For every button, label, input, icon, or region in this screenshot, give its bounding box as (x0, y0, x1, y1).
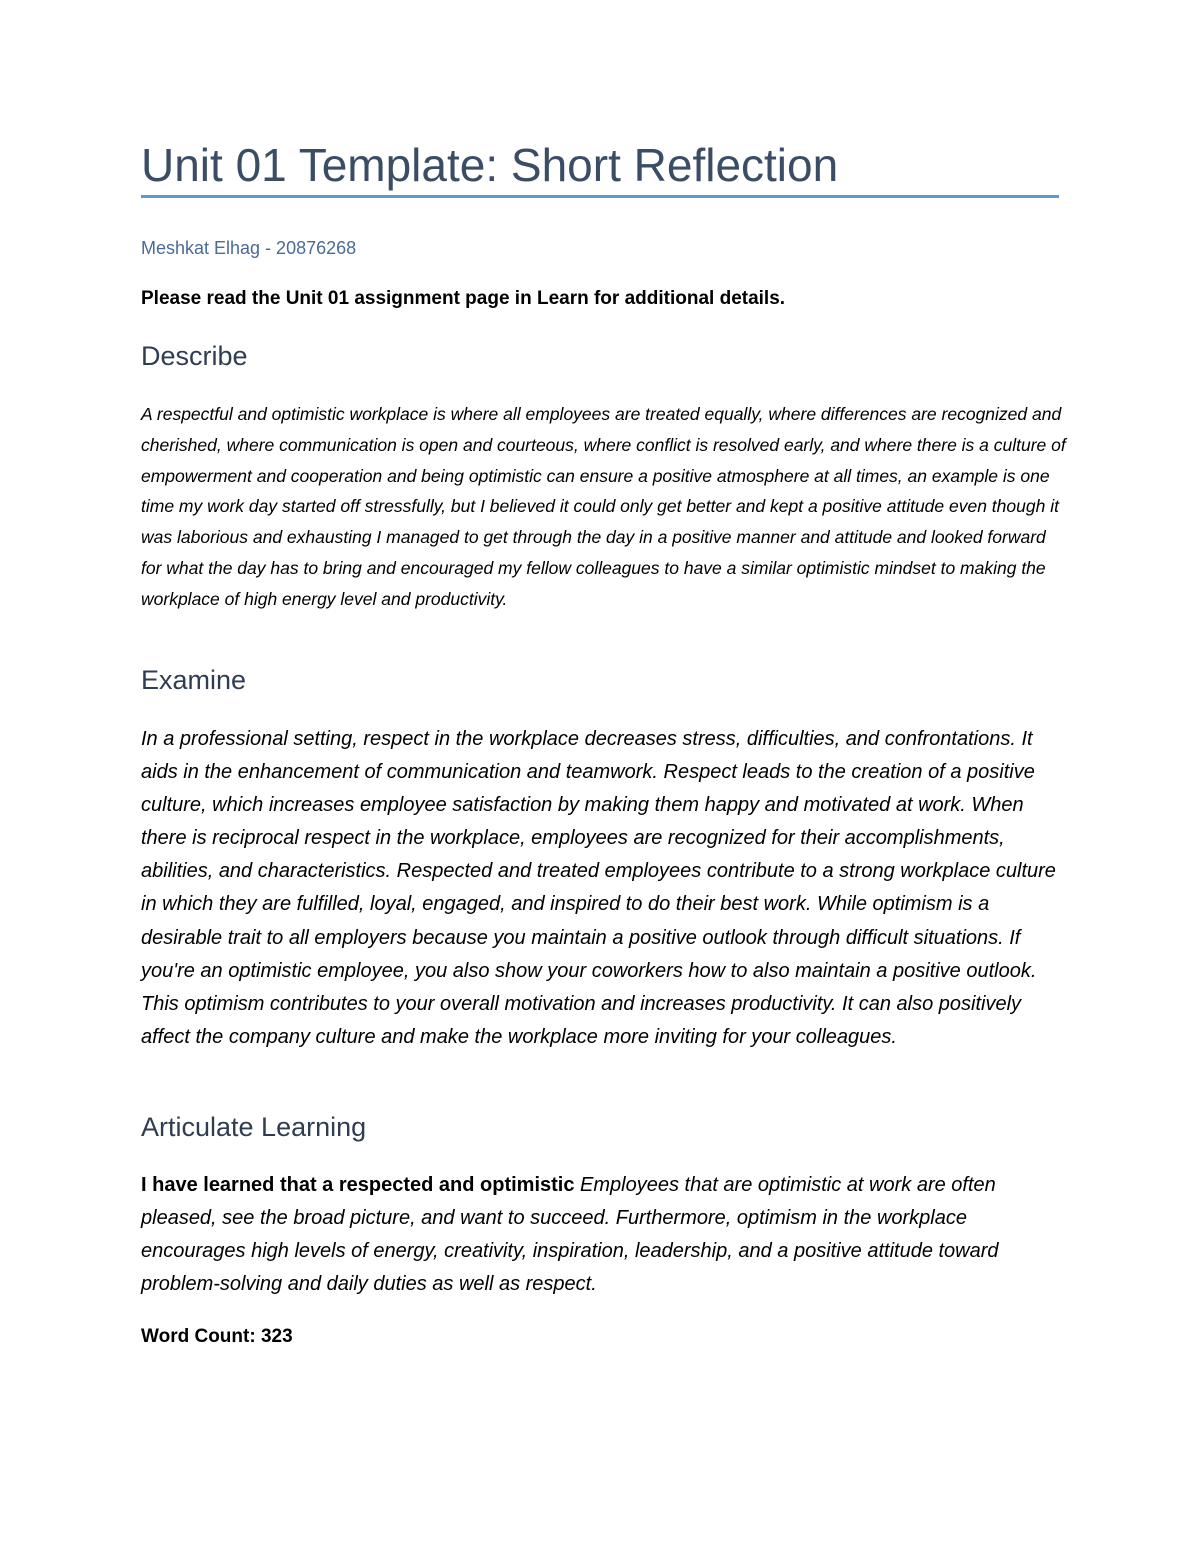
paragraph-examine: In a professional setting, respect in the workplace decreases stress, difficulties, and confrontations. It aids in the enhancement of communication and teamwork. Respect leads to the creation of a positive culture, which increases employee satisfaction by making them happy and motivated at work. When there is reciprocal respect in the workplace, employees are recognized for their accomplishments, abilities, and characteristics. Respected and treated employees contribute to a strong workplace culture in which they are fulfilled, loyal, engaged, and inspired to do their best work. While optimism is a desirable trait to all employers because you maintain a positive outlook through difficult situations. If you're an optimistic employee, you also show your coworkers how to also maintain a positive outlook. This optimism contributes to your overall motivation and increases productivity. It can also positively affect the company culture and make the workplace more inviting for your colleagues. (141, 728, 1056, 1048)
author-line: Meshkat Elhag - 20876268 (141, 238, 357, 258)
paragraph-describe: A respectful and optimistic workplace is where all employees are treated equally, where differences are recognized and cherished, where communication is open and courteous, where conflict is resolved early, and where there is a culture of empowerment and cooperation and being optimistic can ensure a positive atmosphere at all times, an example is one time my work day started off stressfully, but I believed it could only get better and kept a positive attitude even though it was laborious and exhausting I managed to get through the day in a positive manner and attitude and looked forward for what the day has to bring and encouraged my fellow colleagues to have a similar optimistic mindset to making the workplace of high energy level and productivity. (141, 404, 1066, 609)
document-title: Unit 01 Template: Short Reflection (141, 139, 839, 191)
title-underline (141, 195, 1059, 198)
articulate-body: Employees that are optimistic at work are often pleased, see the broad picture, and want to succeed. Furthermore, optimism in the workplace encourages high levels of energy, creativity, inspiration, leadership, and a positive attitude toward problem-solving and daily duties as well as respect. (141, 1174, 999, 1296)
heading-describe: Describe (141, 341, 248, 371)
paragraph-articulate-learning (141, 1169, 1066, 1301)
heading-examine: Examine (141, 665, 247, 695)
heading-articulate-learning: Articulate Learning (141, 1112, 367, 1142)
instruction-text: Please read the Unit 01 assignment page in Learn for additional details. (141, 288, 786, 309)
articulate-bold-lead: I have learned that a respected and optimistic (141, 1174, 575, 1196)
word-count: Word Count: 323 (141, 1326, 293, 1347)
